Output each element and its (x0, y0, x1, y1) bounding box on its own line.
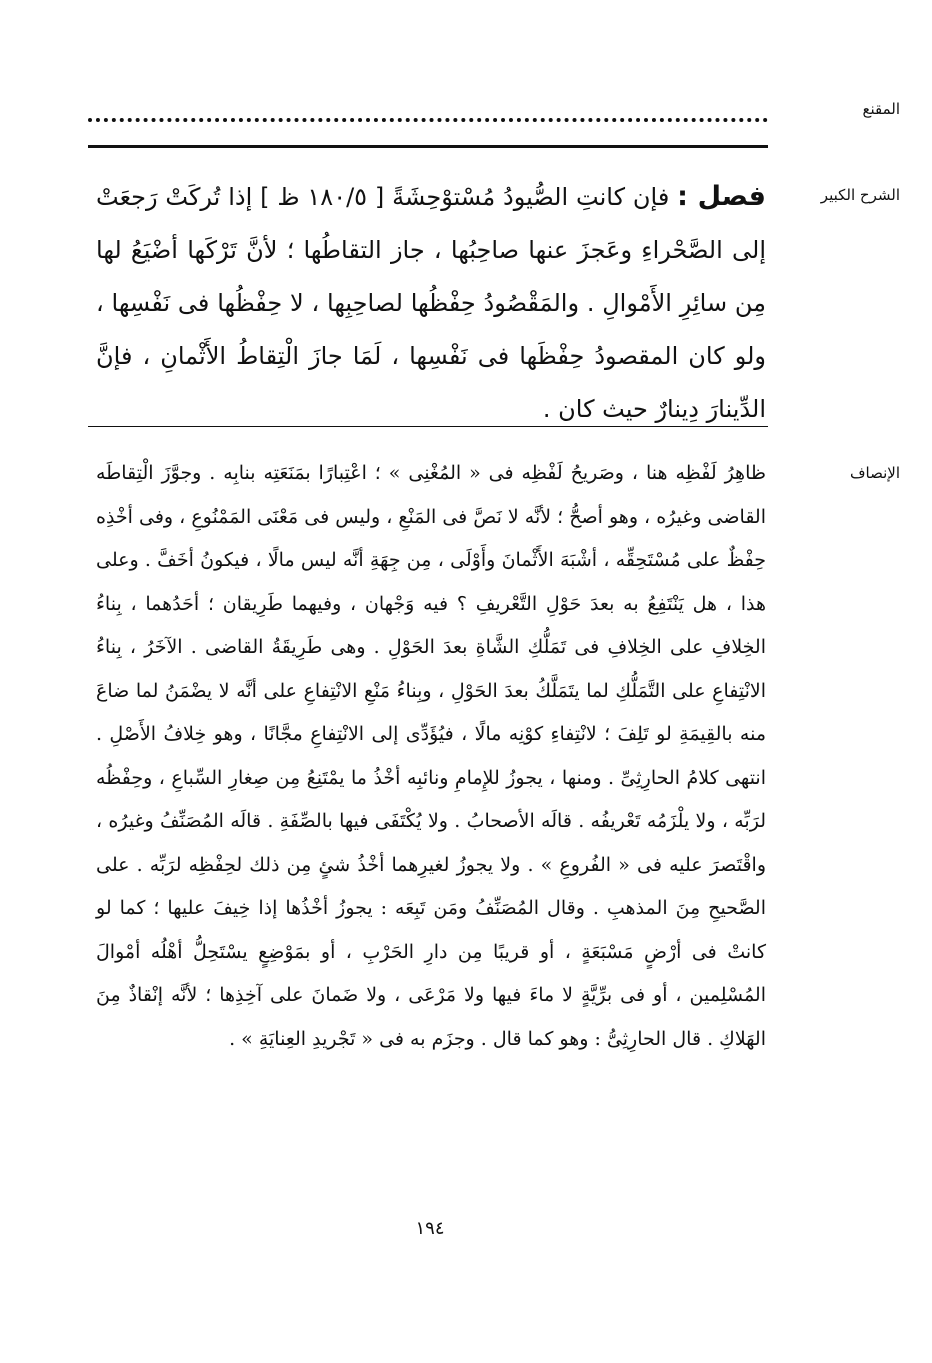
sharh-body-text: فإن كانتِ الصُّيودُ مُسْتوْحِشَةً [ ١٨٠/٥ ظ ] إذا تُركَتْ رَجعَتْ إلى الصَّحْراءِ وعَجزَ عنها صاحِبُها ، جاز التقاطُها ؛ لأنَّ تَرْكَها أضْيَعُ لها مِن سائِرِ الأَمْوالِ . والمَقْصُودُ حِفْظُها لصاحِبِها ، لا حِفْظُها فى نَفْسِها ، ولو كان المقصودُ حِفْظَها فى نَفْسِها ، لَمَا جازَ الْتِقاطُ الأَثْمانِ ، فإنَّ الدِّينارَ دِينارٌ حيث كان . (96, 183, 766, 423)
header-rule (88, 145, 768, 148)
dotted-separator (88, 118, 768, 122)
page-number: ١٩٤ (415, 1218, 445, 1239)
sharh-section-label: الشرح الكبير (820, 186, 900, 204)
insaf-section-label: الإنصاف (849, 464, 900, 482)
insaf-paragraph (96, 452, 766, 1061)
sharh-paragraph (96, 170, 766, 436)
section-lead-word: فصل : (677, 181, 766, 212)
section-divider (88, 426, 768, 427)
book-title-label: المقنع (862, 100, 900, 118)
insaf-body-text: ظاهِرُ لَفْظِه هنا ، وصَريحُ لَفْظِه فى « المُغْنِى » ؛ اعْتِبارًا بمَنَعَتِه بنابِه . وجوَّزَ الْتِقاطَه القاضى وغيرُه ، وهو أصحُّ ؛ لأنَّه لا نَصَّ فى المَنْعِ ، وليس فى مَعْنَى المَمْنُوعِ ، وفى أخْذِه حِفْظٌ على مُسْتَحِقِّه ، أشْبَهَ الأَثْمانَ وأَوْلَى ، مِن جِهَةِ أنَّه ليس مالًا ، فيكونُ أخَفَّ . وعلى هذا ، هل يَنْتَفِعُ به بعدَ حَوْلِ التَّعْريفِ ؟ فيه وَجْهان ، وفيهما طَرِيقان ؛ أحَدُهما ، بِناءُ الخِلافِ على الخِلافِ فى تَمَلُّكِ الشَّاةِ بعدَ الحَوْلِ . وهى طَرِيقَةُ القاضى . الآخَرُ ، بِناءُ الانْتِفاعِ على التَّمَلُّكِ لما يتَمَلَّكُ بعدَ الحَوْلِ ، وبِناءُ مَنْعِ الانْتِفاعِ على أنَّه لا يضْمَنُ لما ضاعَ منه بالقِيمَةِ لو تَلِفَ ؛ لانْتِفاءِ كوْنِه مالًا ، فيُؤَدِّى إلى الانْتِفاعِ مجَّانًا ، وهو خِلافُ الأَصْلِ . انتهى كلامُ الحارِثِىِّ . ومنها ، يجوزُ للإِمامِ ونائبِه أخْذُ ما يمْتَنِعُ مِن صِغارِ السِّباعِ ، وحِفْظُه لرَبِّه ، ولا يلْزَمُه تَعْريفُه . قالَه الأصحابُ . ولا يُكْتَفَى فيها بالصِّفَةِ . قالَه المُصَنِّفُ وغيرُه ، واقْتَصرَ عليه فى « الفُروعِ » . ولا يجوزُ لغيرِهما أخْذُ شئٍ مِن ذلك لحِفْظِه لرَبِّه . على الصَّحيحِ مِنَ المذهبِ . وقال المُصَنِّفُ ومَن تَبِعَه : يجوزُ أخْذُها إذا خِيفَ عليها ؛ كما لو كانتْ فى أرْضٍ مَسْبَعَةٍ ، أو قريبًا مِن دارِ الحَرْبِ ، أو بمَوْضِعٍ يسْتَحِلُّ أهْلُه أمْوالَ المُسْلِمين ، أو فى برِّيَّةٍ لا ماءَ فيها ولا مَرْعَى ، ولا ضَمانَ على آخِذِها ؛ لأنَّه إنْقاذٌ مِنَ الهَلاكِ . قال الحارِثِىُّ : وهو كما قال . وجزَم به فى « تَجْريدِ العِنايَةِ » . (96, 462, 766, 1050)
